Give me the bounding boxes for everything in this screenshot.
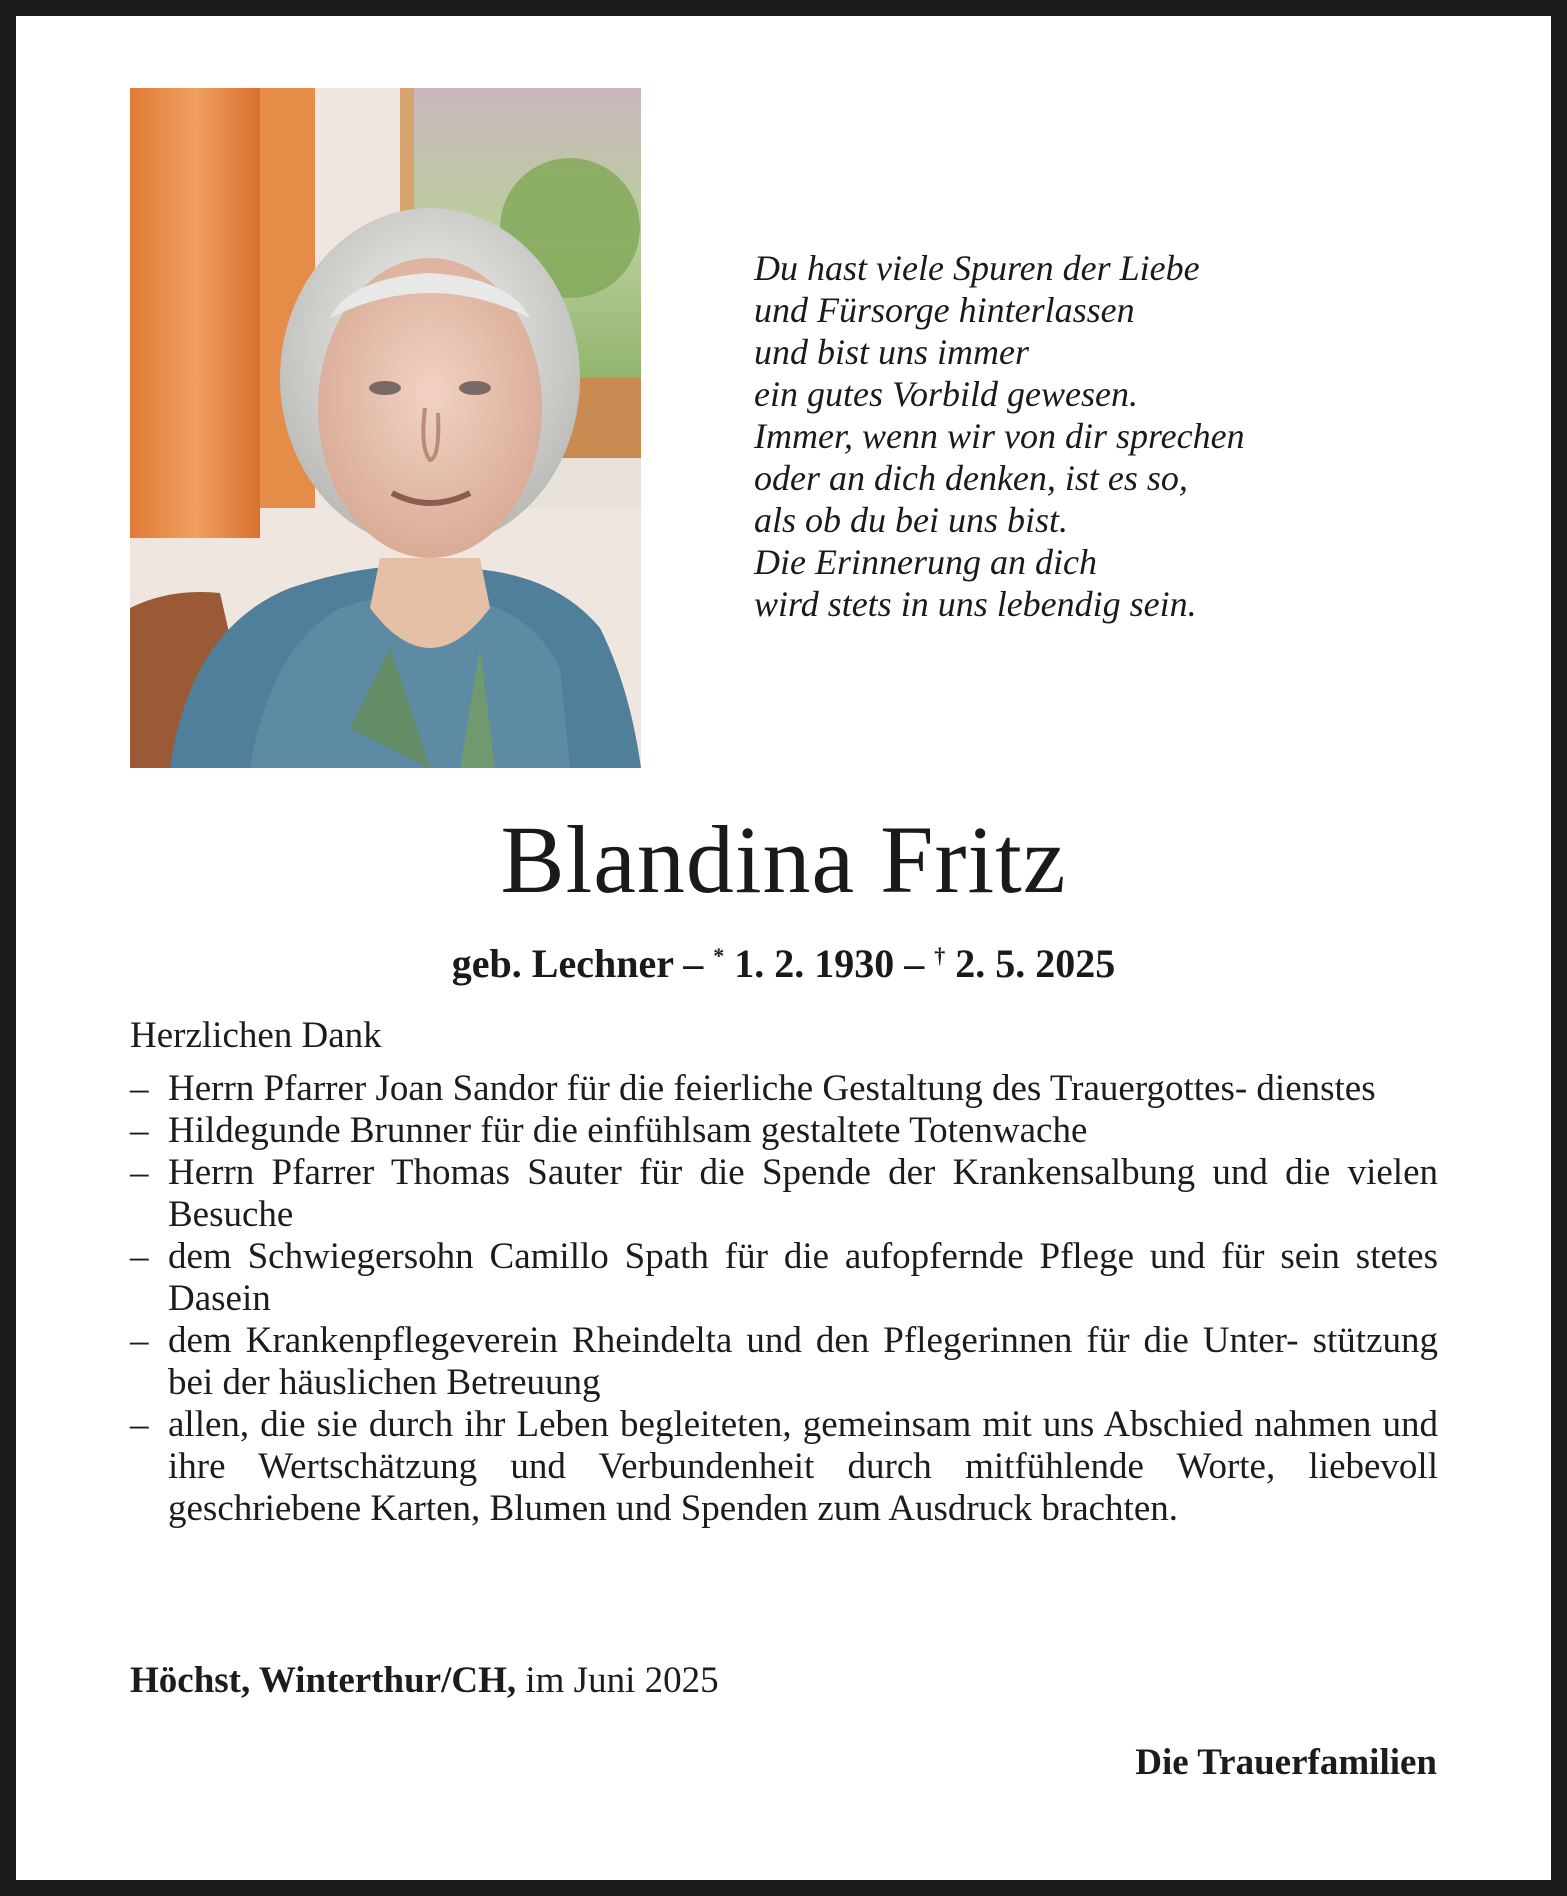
death-symbol: † (934, 943, 946, 968)
poem-line: wird stets in uns lebendig sein. (754, 584, 1197, 624)
list-item (130, 1236, 1438, 1320)
poem-line: ein gutes Vorbild gewesen. (754, 374, 1138, 414)
list-item-text: Herrn Pfarrer Joan Sandor für die feierliche Gestaltung des Trauergottes- dienstes (168, 1068, 1376, 1109)
list-item-text: allen, die sie durch ihr Leben begleiteten, gemeinsam mit uns Abschied nahmen und ihre Wertschätzung und Verbundenheit durch mitfühlende Worte, liebevoll geschriebene Karten, Blumen und Spenden zum Ausdruck brachten. (168, 1404, 1438, 1529)
place-date-line (130, 1660, 719, 1702)
poem-line: oder an dich denken, ist es so, (754, 458, 1188, 498)
poem-line: Du hast viele Spuren der Liebe (754, 248, 1200, 288)
list-item-text: Hildegunde Brunner für die einfühlsam gestaltete Totenwache (168, 1110, 1088, 1151)
list-item (130, 1110, 1438, 1152)
maiden-name: geb. Lechner (451, 941, 674, 986)
list-item (130, 1320, 1438, 1404)
death-date: 2. 5. 2025 (945, 941, 1116, 986)
list-dash: – (130, 1320, 149, 1361)
list-item-text: Herrn Pfarrer Thomas Sauter für die Spende der Krankensalbung und die vielen Besuche (168, 1152, 1438, 1235)
list-item (130, 1068, 1438, 1110)
memorial-poem (754, 247, 1454, 625)
list-dash: – (130, 1404, 149, 1445)
list-dash: – (130, 1152, 149, 1193)
birth-date: 1. 2. 1930 (724, 941, 895, 986)
poem-line: Die Erinnerung an dich (754, 542, 1097, 582)
date-separator: – (673, 941, 714, 986)
date-separator: – (894, 941, 935, 986)
list-item-text: dem Schwiegersohn Camillo Spath für die aufopfernde Pflege und für sein stetes Dasein (168, 1236, 1438, 1319)
poem-line: und Fürsorge hinterlassen (754, 290, 1135, 330)
list-item (130, 1152, 1438, 1236)
list-item-text: dem Krankenpflegeverein Rheindelta und den Pflegerinnen für die Unter- stützung bei der häuslichen Betreuung (168, 1320, 1438, 1403)
list-dash: – (130, 1236, 149, 1277)
birth-symbol: * (713, 943, 725, 968)
life-dates (0, 932, 1567, 988)
month-year: im Juni 2025 (516, 1660, 719, 1701)
list-item (130, 1404, 1438, 1530)
poem-line: Immer, wenn wir von dir sprechen (754, 416, 1245, 456)
poem-line: und bist uns immer (754, 332, 1030, 372)
list-dash: – (130, 1110, 149, 1151)
portrait-photo (130, 88, 641, 768)
signoff: Die Trauerfamilien (1135, 1742, 1437, 1783)
list-dash: – (130, 1068, 149, 1109)
place: Höchst, Winterthur/CH, (130, 1660, 517, 1701)
thanks-title: Herzlichen Dank (130, 1015, 382, 1056)
thanks-list (130, 1068, 1438, 1530)
deceased-name: Blandina Fritz (500, 806, 1067, 913)
poem-line: als ob du bei uns bist. (754, 500, 1069, 540)
